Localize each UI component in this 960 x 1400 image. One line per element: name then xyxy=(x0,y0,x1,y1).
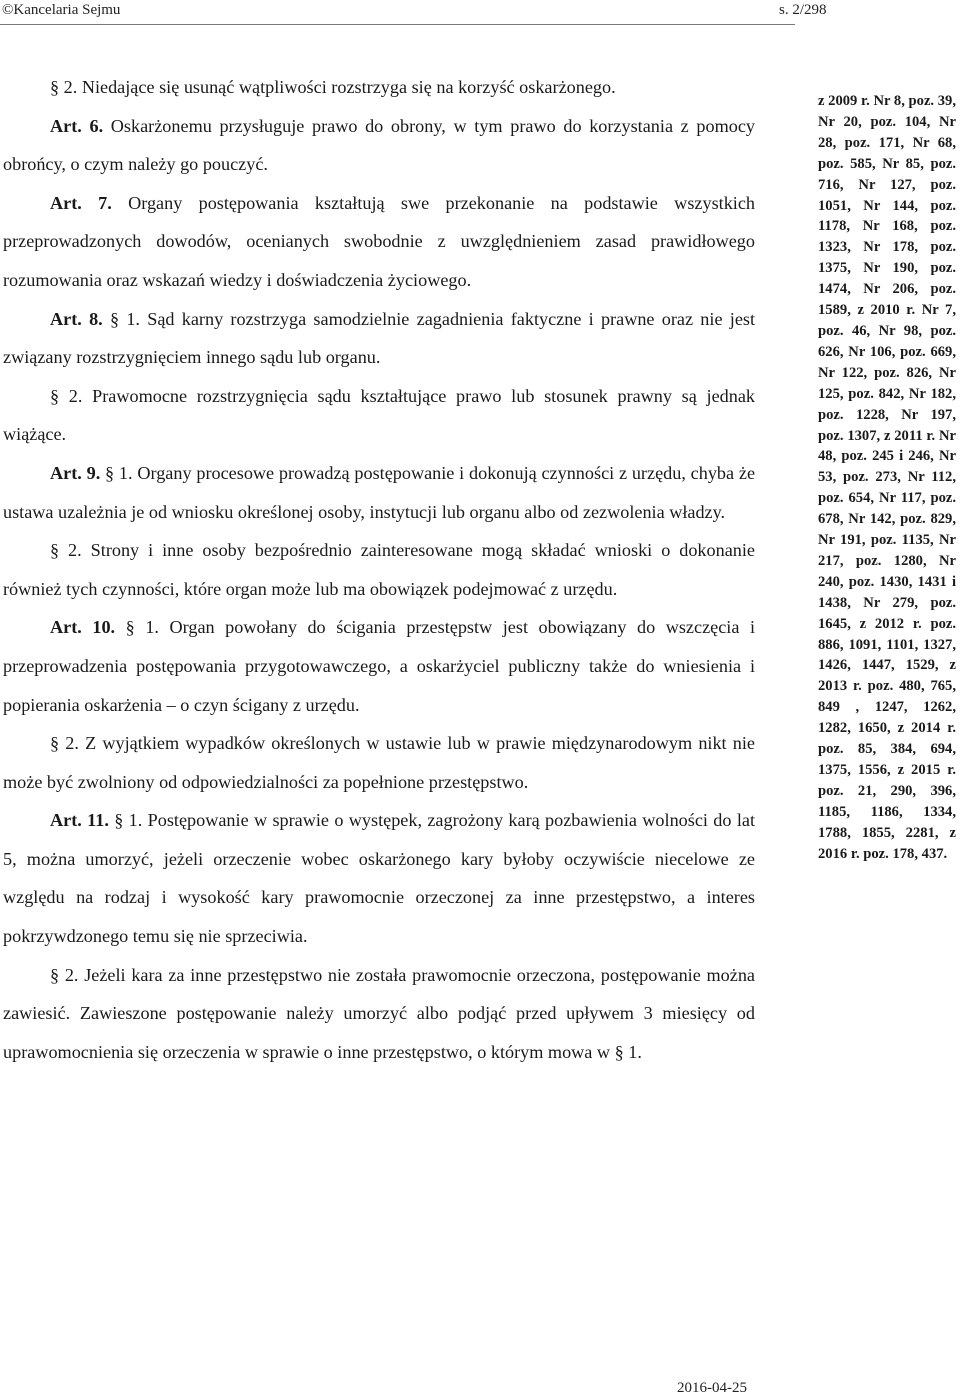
paragraph xyxy=(3,531,755,608)
sidebar-note: z 2009 r. Nr 8, poz. 39, Nr 20, poz. 104, Nr 28, poz. 171, Nr 68, poz. 585, Nr 85, poz. 716, Nr 127, poz. 1051, Nr 144, poz. 1178, Nr 168, poz. 1323, Nr 178, poz. 1375, Nr 190, poz. 1474, Nr 206, poz. 1589, z 2010 r. Nr 7, poz. 46, Nr 98, poz. 626, Nr 106, poz. 669, Nr 122, poz. 826, Nr 125, poz. 842, Nr 182, poz. 1228, Nr 197, poz. 1307, z 2011 r. Nr 48, poz. 245 i 246, Nr 53, poz. 273, Nr 112, poz. 654, Nr 117, poz. 678, Nr 142, poz. 829, Nr 191, poz. 1135, Nr 217, poz. 1280, Nr 240, poz. 1430, 1431 i 1438, Nr 279, poz. 1645, z 2012 r. poz. 886, 1091, 1101, 1327, 1426, 1447, 1529, z 2013 r. poz. 480, 765, 849 , 1247, 1262, 1282, 1650, z 2014 r. poz. 85, 384, 694, 1375, 1556, z 2015 r. poz. 21, 290, 396, 1185, 1186, 1334, 1788, 1855, 2281, z 2016 r. poz. 178, 437. xyxy=(818,93,956,862)
paragraph xyxy=(3,68,755,107)
paragraph xyxy=(3,608,755,724)
article-number: Art. 8. xyxy=(50,308,103,329)
paragraph-text: § 2. Prawomocne rozstrzygnięcia sądu kształtujące prawo lub stosunek prawny są jednak wiążące. xyxy=(3,385,755,445)
article-number: Art. 10. xyxy=(50,617,116,638)
article-number: Art. 9. xyxy=(50,462,101,483)
paragraph xyxy=(3,454,755,531)
header-page-number: s. 2/298 xyxy=(779,2,827,18)
header-divider xyxy=(0,24,795,25)
paragraph xyxy=(3,956,755,1072)
paragraph-text: § 2. Z wyjątkiem wypadków określonych w ustawie lub w prawie międzynarodowym nikt nie może być zwolniony od odpowiedzialności za popełnione przestępstwo. xyxy=(3,733,755,792)
paragraph-text: § 2. Strony i inne osoby bezpośrednio zainteresowane mogą składać wnioski o dokonanie również tych czynności, które organ może lub ma obowiązek podejmować z urzędu. xyxy=(3,540,755,599)
paragraph xyxy=(3,801,755,955)
paragraph xyxy=(3,377,755,454)
paragraph-text: § 1. Organy procesowe prowadzą postępowanie i dokonują czynności z urzędu, chyba że ustawa uzależnia je od wniosku określonej osoby, instytucji lub organu albo od zezwolenia władzy. xyxy=(3,462,756,522)
article-number: Art. 11. xyxy=(50,810,109,831)
header-copyright: ©Kancelaria Sejmu xyxy=(2,2,121,18)
article-number: Art. 7. xyxy=(50,192,112,213)
paragraph-text: § 1. Organ powołany do ścigania przestępstw jest obowiązany do wszczęcia i przeprowadzenia postępowania przygotowawczego, a oskarżyciel publiczny także do wniesienia i popierania oskarżenia – o czyn ścigany z urzędu. xyxy=(3,617,756,715)
paragraph xyxy=(3,300,755,377)
paragraph-text: § 1. Sąd karny rozstrzyga samodzielnie zagadnienia faktyczne i prawne oraz nie jest związany rozstrzygnięciem innego sądu lub organu. xyxy=(3,308,756,368)
document-body xyxy=(3,68,755,1071)
paragraph-text: Organy postępowania kształtują swe przekonanie na podstawie wszystkich przeprowadzonych dowodów, ocenianych swobodnie z uwzględnieniem zasad prawidłowego rozumowania oraz wskazań wiedzy i doświadczenia życiowego. xyxy=(3,192,756,290)
paragraph xyxy=(3,184,755,300)
paragraph-text: § 2. Jeżeli kara za inne przestępstwo nie została prawomocnie orzeczona, postępowanie można zawiesić. Zawieszone postępowanie należy umorzyć albo podjąć przed upływem 3 miesięcy od uprawomocnienia się orzeczenia w sprawie o inne przestępstwo, o którym mowa w § 1. xyxy=(3,964,755,1062)
paragraph xyxy=(3,724,755,801)
paragraph-text: § 1. Postępowanie w sprawie o występek, zagrożony karą pozbawienia wolności do lat 5, można umorzyć, jeżeli orzeczenie wobec oskarżonego kary byłoby oczywiście niecelowe ze względu na rodzaj i wysokość kary prawomocnie orzeczonej za inne przestępstwo, a interes pokrzywdzonego temu się nie sprzeciwia. xyxy=(3,810,755,947)
article-number: Art. 6. xyxy=(50,115,104,136)
footer-date: 2016-04-25 xyxy=(677,1380,747,1396)
paragraph-text: Oskarżonemu przysługuje prawo do obrony, w tym prawo do korzystania z pomocy obrońcy, o czym należy go pouczyć. xyxy=(3,115,756,175)
paragraph xyxy=(3,107,755,184)
paragraph-text: § 2. Niedające się usunąć wątpliwości rozstrzyga się na korzyść oskarżonego. xyxy=(50,77,616,97)
